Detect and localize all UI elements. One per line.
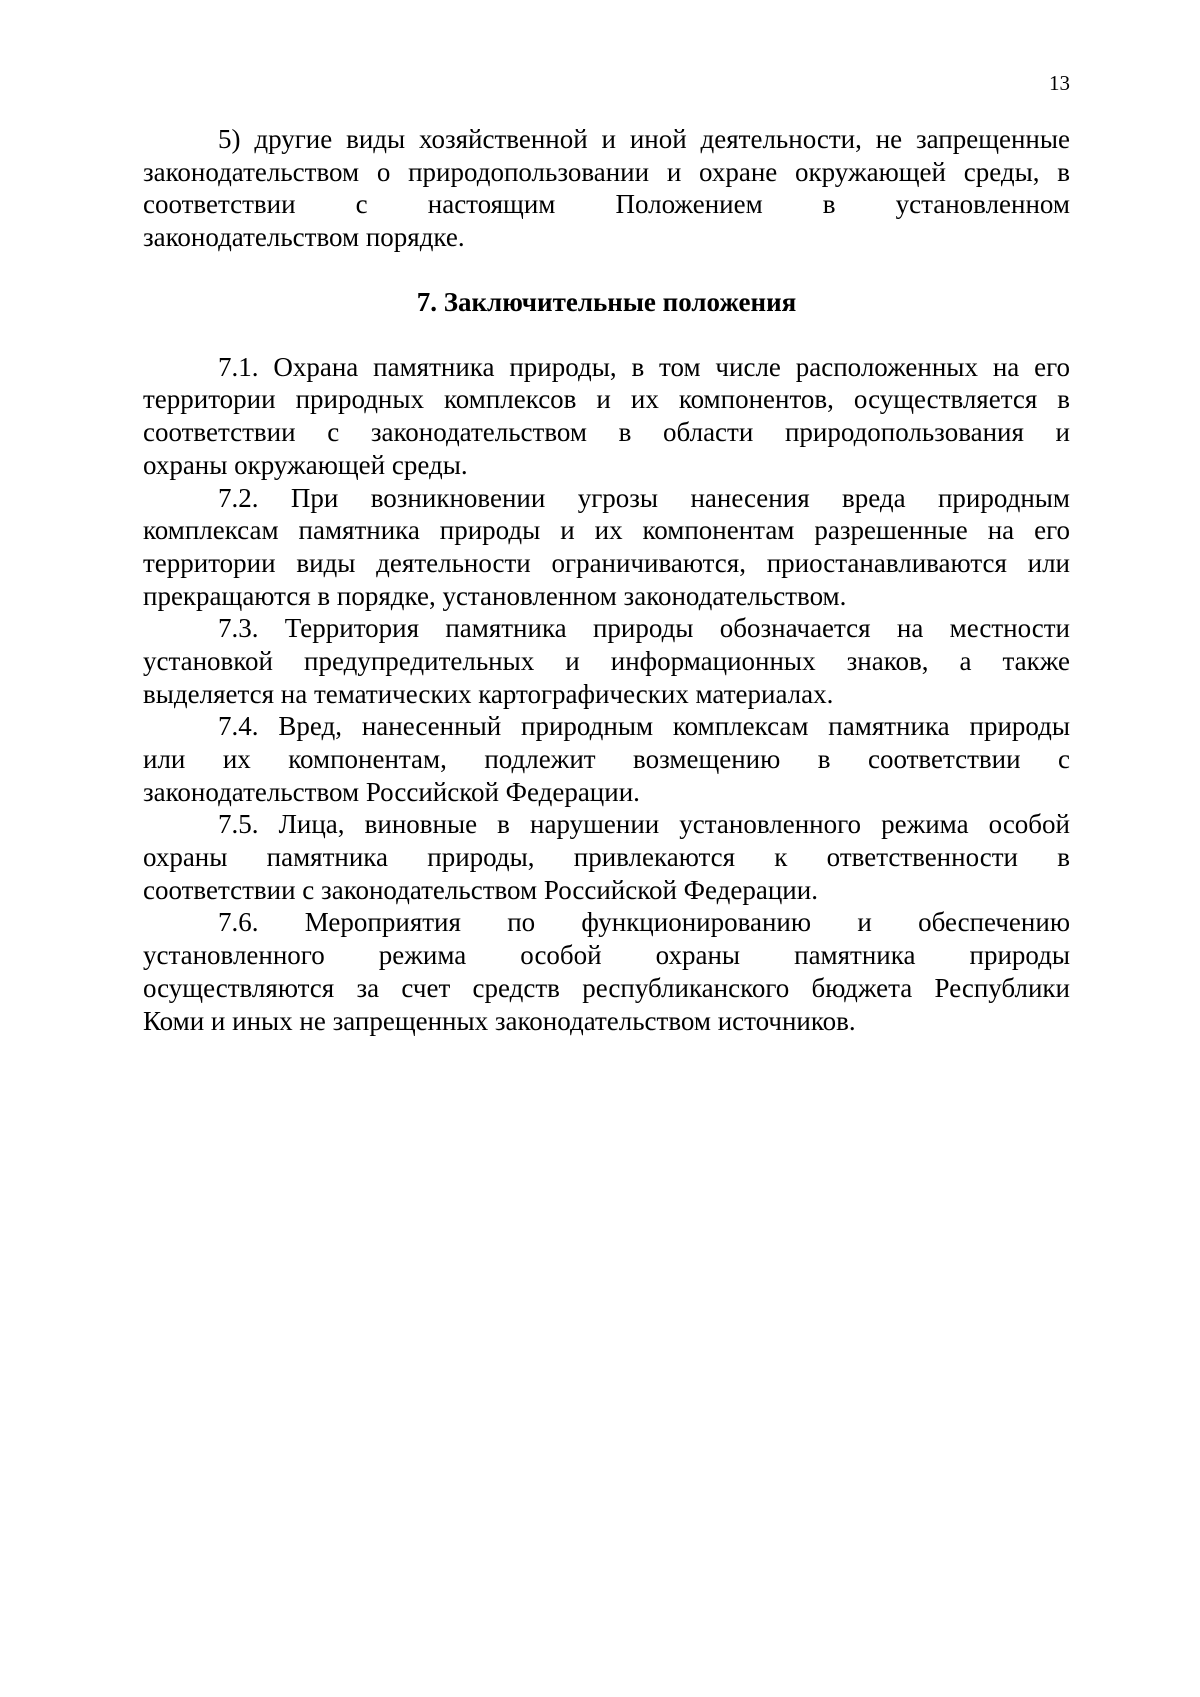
section-heading: 7. Заключительные положения — [416, 286, 797, 317]
paragraph-7-3 — [143, 612, 1070, 710]
paragraph-7-5 — [143, 808, 1070, 906]
paragraph-7-6 — [143, 906, 1070, 1037]
paragraph-7-2 — [143, 482, 1070, 613]
paragraph-line: законодательством порядке. — [143, 222, 465, 253]
paragraph-line: осуществляются за счет средств республиканского бюджета Республики — [143, 972, 1070, 1003]
paragraph-line: 7.3. Территория памятника природы обозначается на местности — [218, 613, 1070, 644]
paragraph-line: территории виды деятельности ограничиваются, приостанавливаются или — [143, 547, 1070, 578]
paragraph-line: комплексам памятника природы и их компонентам разрешенные на его — [143, 515, 1070, 546]
paragraph-line: соответствии с законодательством в области природопользования и — [143, 417, 1070, 448]
paragraph-7-4 — [143, 710, 1070, 808]
paragraph-line: 7.5. Лица, виновные в нарушении установленного режима особой — [218, 809, 1070, 840]
paragraph-line: 5) другие виды хозяйственной и иной деятельности, не запрещенные — [218, 124, 1070, 154]
paragraph-line: 7.2. При возникновении угрозы нанесения вреда природным — [218, 482, 1070, 513]
intro-paragraph — [143, 123, 1070, 254]
document-body — [143, 123, 1070, 1037]
paragraph-line: 7.1. Охрана памятника природы, в том числе расположенных на его — [218, 351, 1070, 382]
paragraph-line: выделяется на тематических картографических материалах. — [143, 678, 834, 709]
paragraph-7-1 — [143, 351, 1070, 482]
paragraph-line: охраны окружающей среды. — [143, 449, 468, 480]
paragraph-line: установленного режима особой охраны памятника природы — [143, 940, 1070, 971]
paragraph-line: или их компонентам, подлежит возмещению в соответствии с — [143, 744, 1070, 774]
paragraph-line: 7.6. Мероприятия по функционированию и обеспечению — [218, 907, 1070, 938]
paragraph-line: установкой предупредительных и информационных знаков, а также — [143, 645, 1070, 676]
paragraph-line: территории природных комплексов и их компонентов, осуществляется в — [143, 384, 1070, 415]
paragraph-line: прекращаются в порядке, установленном законодательством. — [143, 580, 847, 611]
paragraph-line: охраны памятника природы, привлекаются к ответственности в — [143, 842, 1070, 873]
page-number: 13 — [1049, 71, 1070, 95]
paragraph-line: 7.4. Вред, нанесенный природным комплексам памятника природы — [218, 711, 1070, 742]
paragraph-line: соответствии с настоящим Положением в установленном — [143, 189, 1070, 220]
paragraph-line: законодательством о природопользовании и охране окружающей среды, в — [143, 156, 1070, 187]
paragraph-line: законодательством Российской Федерации. — [143, 776, 640, 807]
paragraph-line: Коми и иных не запрещенных законодательством источников. — [143, 1005, 856, 1036]
paragraph-line: соответствии с законодательством Российской Федерации. — [143, 874, 818, 905]
